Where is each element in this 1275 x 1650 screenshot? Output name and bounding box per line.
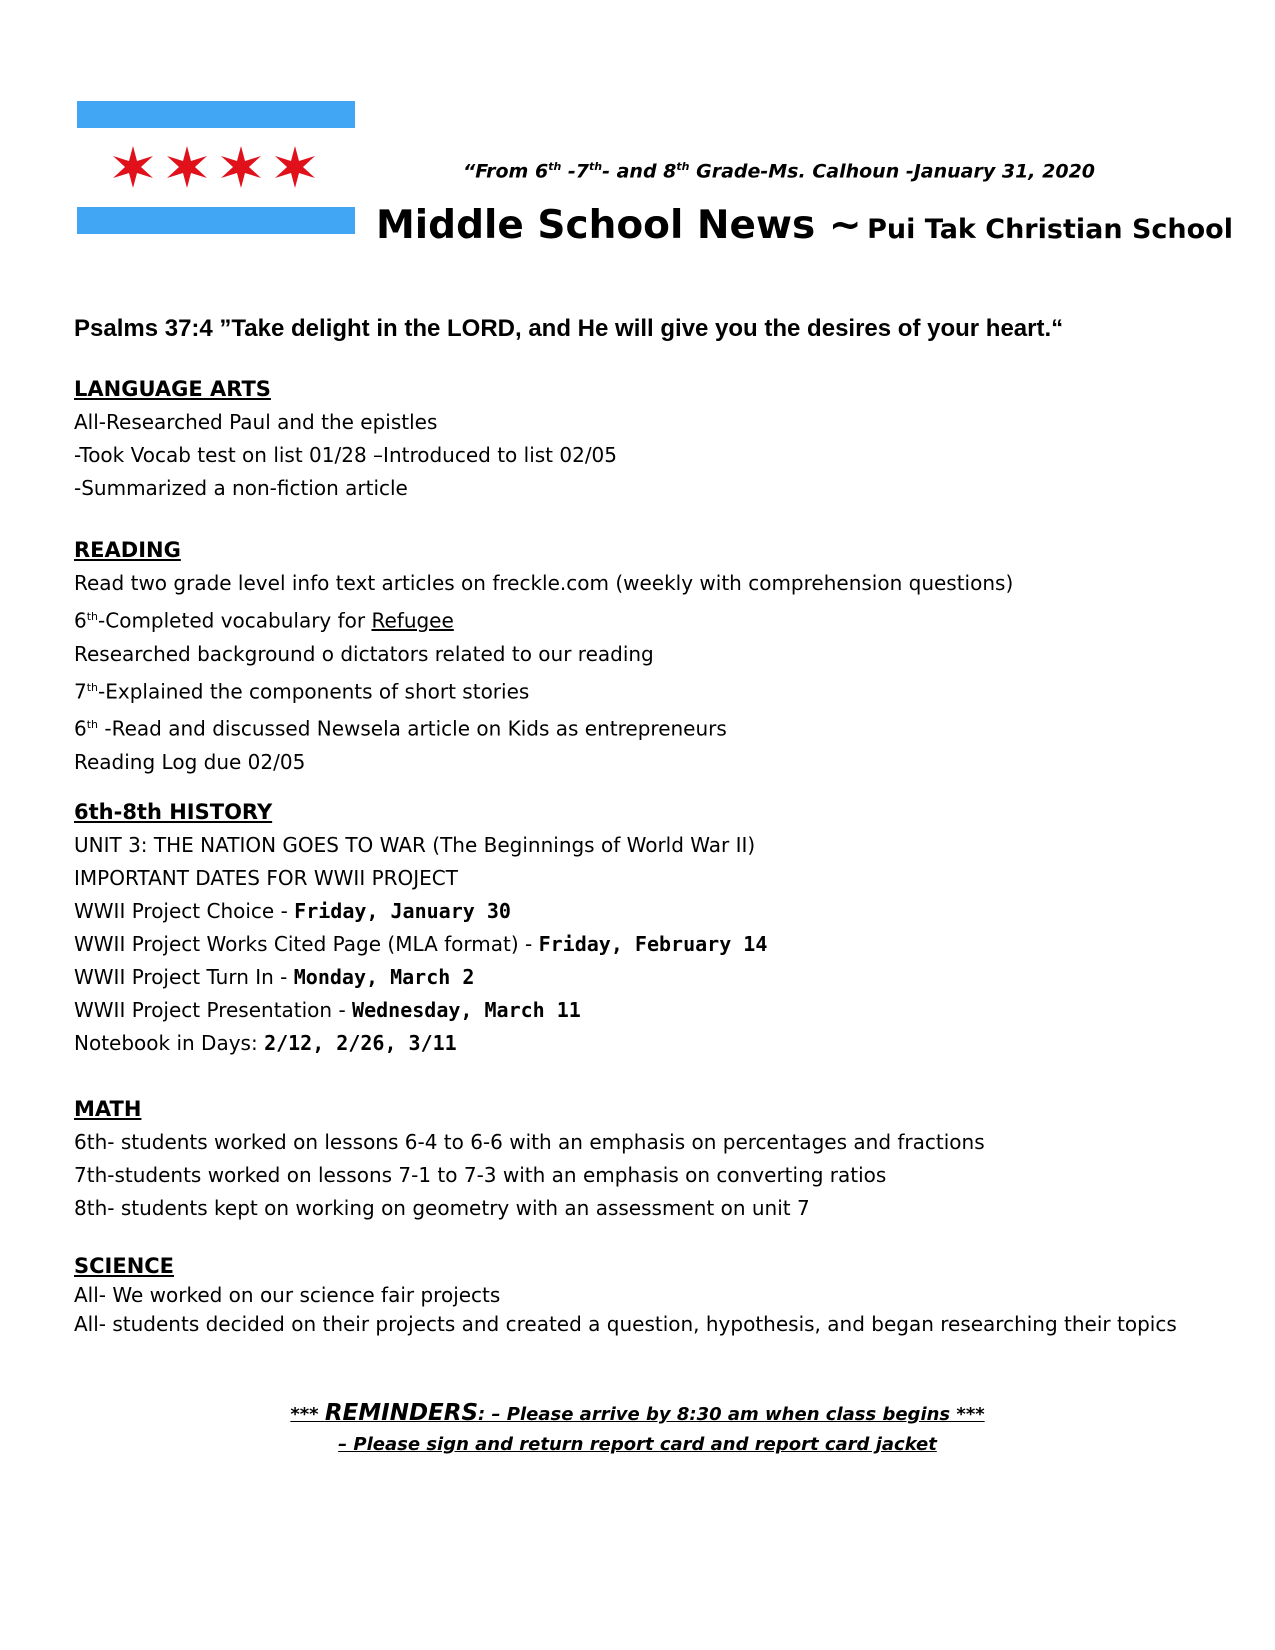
date-label: WWII Project Choice - bbox=[74, 899, 295, 923]
reminders-block bbox=[0, 1398, 1275, 1460]
flag-stars bbox=[110, 144, 320, 190]
text: -Completed vocabulary for bbox=[98, 608, 372, 633]
flag-top-stripe bbox=[77, 101, 355, 128]
text: 6 bbox=[74, 608, 87, 633]
superscript: th bbox=[86, 610, 99, 623]
superscript: th bbox=[86, 680, 99, 694]
bible-verse: Psalms 37:4 ”Take delight in the LORD, and He will give you the desires of your heart.“ bbox=[74, 315, 1064, 342]
date-value: 2/12, 2/26, 3/11 bbox=[264, 1031, 457, 1055]
list-item: 7th-students worked on lessons 7-1 to 7-3 with an emphasis on converting ratios bbox=[74, 1163, 887, 1187]
history-section bbox=[74, 796, 767, 1060]
star-icon bbox=[218, 144, 264, 190]
list-item: All- students decided on their projects and created a question, hypothesis, and began researching their topics bbox=[74, 1312, 1177, 1336]
star-icon bbox=[164, 144, 210, 190]
list-item bbox=[74, 671, 1013, 709]
math-section bbox=[74, 1093, 985, 1225]
text: -Explained the components of short stories bbox=[98, 679, 530, 704]
list-item: UNIT 3: THE NATION GOES TO WAR (The Beginnings of World War II) bbox=[74, 833, 756, 857]
date-value: Monday, March 2 bbox=[293, 965, 475, 989]
date-label: WWII Project Turn In - bbox=[74, 965, 294, 989]
section-heading: SCIENCE bbox=[74, 1254, 175, 1278]
list-item bbox=[74, 994, 767, 1027]
reminders-label: REMINDERS bbox=[324, 1400, 479, 1426]
date-label: WWII Project Works Cited Page (MLA format) - bbox=[74, 932, 539, 956]
text: : – Please arrive by 8:30 am when class begins *** bbox=[478, 1404, 985, 1425]
list-item: All-Researched Paul and the epistles bbox=[74, 410, 438, 434]
list-item: 8th- students kept on working on geometry with an assessment on unit 7 bbox=[74, 1196, 810, 1220]
page-title: Middle School News ~ bbox=[376, 203, 862, 248]
masthead bbox=[376, 203, 1233, 248]
chicago-flag-logo bbox=[77, 101, 355, 235]
section-heading: LANGUAGE ARTS bbox=[74, 377, 271, 401]
list-item bbox=[74, 708, 1013, 746]
list-item: Reading Log due 02/05 bbox=[74, 749, 306, 774]
text: 6 bbox=[74, 716, 87, 741]
byline bbox=[463, 160, 1095, 182]
date-value: Wednesday, March 11 bbox=[352, 998, 581, 1022]
section-heading: 6th-8th HISTORY bbox=[74, 800, 273, 824]
science-section bbox=[74, 1252, 1177, 1339]
list-item bbox=[74, 1027, 767, 1060]
flag-bottom-stripe bbox=[77, 207, 355, 234]
date-value: Friday, February 14 bbox=[538, 932, 768, 956]
book-title: Refugee bbox=[371, 608, 454, 633]
language-arts-section bbox=[74, 373, 617, 505]
school-name: Pui Tak Christian School bbox=[867, 214, 1233, 245]
byline-part: Grade-Ms. Calhoun -January 31, 2020 bbox=[689, 160, 1096, 183]
text: -Read and discussed Newsela article on Kids as entrepreneurs bbox=[98, 716, 727, 741]
byline-sup: th bbox=[676, 160, 690, 173]
list-item: Read two grade level info text articles on freckle.com (weekly with comprehension questions) bbox=[74, 571, 1014, 595]
date-label: WWII Project Presentation - bbox=[74, 998, 353, 1022]
text: 7 bbox=[74, 679, 87, 704]
reading-section bbox=[74, 534, 1013, 779]
byline-part: “From 6 bbox=[463, 160, 549, 183]
list-item: All- We worked on our science fair projects bbox=[74, 1283, 501, 1307]
list-item: Researched background o dictators related to our reading bbox=[74, 641, 654, 666]
list-item: 6th- students worked on lessons 6-4 to 6-6 with an emphasis on percentages and fractions bbox=[74, 1130, 985, 1154]
list-item: -Took Vocab test on list 01/28 –Introduced to list 02/05 bbox=[74, 443, 618, 467]
superscript: th bbox=[86, 718, 99, 732]
reminder-line bbox=[0, 1398, 1275, 1430]
date-label: Notebook in Days: bbox=[74, 1031, 265, 1055]
byline-part: -7 bbox=[561, 160, 590, 183]
list-item: -Summarized a non-fiction article bbox=[74, 476, 408, 500]
list-item bbox=[74, 600, 1013, 638]
list-item bbox=[74, 961, 767, 994]
section-heading: READING bbox=[74, 538, 181, 562]
reminder-line: – Please sign and return report card and report card jacket bbox=[338, 1434, 937, 1455]
text: *** bbox=[290, 1404, 325, 1425]
list-item bbox=[74, 928, 767, 961]
star-icon bbox=[110, 144, 156, 190]
list-item bbox=[74, 895, 767, 928]
list-item: IMPORTANT DATES FOR WWII PROJECT bbox=[74, 866, 458, 890]
date-value: Friday, January 30 bbox=[294, 899, 511, 923]
section-heading: MATH bbox=[74, 1097, 142, 1121]
byline-part: - and 8 bbox=[602, 160, 677, 183]
star-icon bbox=[272, 144, 318, 190]
byline-sup: th bbox=[589, 160, 603, 173]
byline-sup: th bbox=[548, 160, 562, 173]
